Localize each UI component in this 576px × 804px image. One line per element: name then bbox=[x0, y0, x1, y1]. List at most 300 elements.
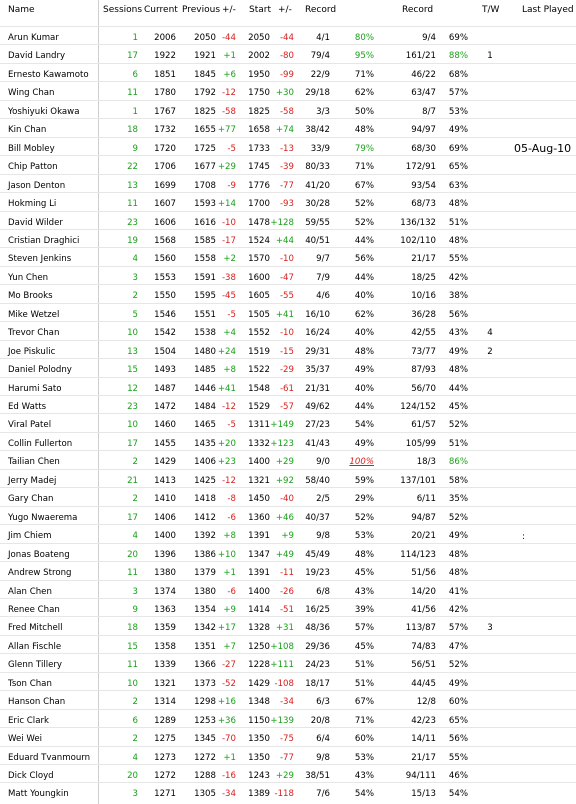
header-change-since-start[interactable]: +/- bbox=[278, 5, 292, 15]
cell-start: 1360 bbox=[248, 512, 270, 523]
cell-current: 1321 bbox=[154, 678, 176, 689]
cell-start: 1733 bbox=[248, 143, 270, 154]
cell-change1: +17 bbox=[217, 623, 236, 634]
cell-change2: -77 bbox=[279, 752, 294, 763]
cell-sessions: 10 bbox=[127, 328, 138, 339]
cell-current: 1413 bbox=[154, 475, 176, 486]
cell-rec1: 59/55 bbox=[305, 217, 330, 228]
cell-current: 1699 bbox=[154, 180, 176, 191]
cell-rec2: 51/56 bbox=[411, 568, 436, 579]
cell-start: 1311 bbox=[248, 420, 270, 431]
cell-change2: -80 bbox=[279, 51, 294, 62]
cell-change1: -16 bbox=[221, 771, 236, 781]
table-row[interactable] bbox=[0, 616, 576, 635]
header-record[interactable]: Record bbox=[305, 5, 337, 15]
cell-previous: 1354 bbox=[194, 604, 216, 615]
cell-previous: 1298 bbox=[194, 697, 216, 708]
cell-pct2: 55% bbox=[448, 254, 468, 265]
cell-previous: 1616 bbox=[194, 217, 216, 228]
cell-rec1: 16/25 bbox=[305, 604, 330, 615]
cell-sessions: 11 bbox=[127, 88, 138, 99]
cell-pct2: 49% bbox=[448, 346, 468, 357]
cell-rec1: 38/42 bbox=[305, 125, 330, 136]
cell-rec1: 79/4 bbox=[310, 51, 330, 62]
cell-rec1: 41/43 bbox=[305, 438, 330, 449]
cell-change1: +24 bbox=[217, 346, 236, 357]
table-row[interactable] bbox=[0, 44, 576, 63]
cell-rec2: 9/4 bbox=[422, 33, 436, 43]
cell-sessions: 13 bbox=[127, 180, 138, 191]
cell-name: Fred Mitchell bbox=[8, 623, 63, 634]
cell-change2: +128 bbox=[270, 217, 294, 228]
cell-previous: 1446 bbox=[194, 383, 216, 394]
cell-pct1: 71% bbox=[354, 715, 374, 726]
cell-sessions: 5 bbox=[132, 309, 138, 320]
cell-change2: -15 bbox=[279, 346, 294, 357]
cell-current: 1706 bbox=[154, 162, 176, 173]
cell-start: 1522 bbox=[248, 365, 270, 376]
cell-current: 2006 bbox=[154, 33, 176, 43]
cell-rec1: 30/28 bbox=[305, 199, 330, 210]
cell-rec2: 21/17 bbox=[411, 752, 436, 763]
cell-pct2: 41% bbox=[448, 586, 468, 597]
cell-sessions: 18 bbox=[127, 125, 138, 136]
cell-sessions: 23 bbox=[127, 217, 138, 228]
cell-start: 1400 bbox=[248, 457, 270, 468]
table-row[interactable] bbox=[0, 303, 576, 322]
cell-current: 1720 bbox=[154, 143, 176, 154]
cell-change2: -47 bbox=[279, 272, 294, 283]
cell-previous: 1591 bbox=[194, 272, 216, 283]
header-start[interactable]: Start bbox=[249, 5, 271, 15]
cell-pct1: 52% bbox=[354, 512, 374, 523]
cell-pct1: 44% bbox=[354, 235, 374, 246]
cell-rec2: 42/23 bbox=[411, 715, 436, 726]
cell-current: 1504 bbox=[154, 346, 176, 357]
cell-pct2: 69% bbox=[448, 33, 468, 43]
table-row[interactable] bbox=[0, 469, 576, 488]
table-row[interactable] bbox=[0, 450, 576, 469]
cell-sessions: 11 bbox=[127, 660, 138, 671]
cell-rec1: 29/36 bbox=[305, 641, 330, 652]
cell-pct2: 48% bbox=[448, 365, 468, 376]
cell-pct1: 44% bbox=[354, 402, 374, 412]
cell-rec1: 21/31 bbox=[305, 383, 330, 394]
cell-pct2: 49% bbox=[448, 678, 468, 689]
cell-current: 1922 bbox=[154, 51, 176, 62]
cell-sessions: 10 bbox=[127, 420, 138, 431]
cell-rec2: 124/152 bbox=[400, 402, 436, 412]
cell-sessions: 20 bbox=[127, 549, 138, 560]
cell-name: Mike Wetzel bbox=[8, 309, 60, 320]
cell-start: 1350 bbox=[248, 752, 270, 763]
cell-rec2: 136/132 bbox=[400, 217, 436, 228]
cell-pct2: 86% bbox=[448, 457, 468, 468]
cell-previous: 1465 bbox=[194, 420, 216, 431]
header-sessions[interactable]: Sessions bbox=[103, 5, 143, 15]
cell-pct2: 53% bbox=[448, 106, 468, 117]
cell-current: 1271 bbox=[154, 789, 176, 800]
cell-current: 1289 bbox=[154, 715, 176, 726]
cell-sessions: 9 bbox=[132, 143, 138, 154]
cell-rec2: 42/55 bbox=[411, 328, 436, 339]
cell-tw: 3 bbox=[487, 623, 493, 634]
cell-current: 1472 bbox=[154, 402, 176, 412]
cell-name: Viral Patel bbox=[8, 420, 52, 431]
cell-pct2: 58% bbox=[448, 475, 468, 486]
cell-sessions: 3 bbox=[132, 586, 138, 597]
cell-pct2: 49% bbox=[448, 125, 468, 136]
cell-pct2: 68% bbox=[448, 69, 468, 80]
cell-rec1: 7/9 bbox=[316, 272, 330, 283]
cell-sessions: 17 bbox=[127, 438, 138, 449]
cell-start: 1321 bbox=[248, 475, 270, 486]
cell-pct2: 48% bbox=[448, 235, 468, 246]
cell-rec1: 58/40 bbox=[305, 475, 330, 486]
table-row[interactable] bbox=[0, 635, 576, 654]
cell-rec2: 74/83 bbox=[411, 641, 436, 652]
table-row[interactable] bbox=[0, 690, 576, 709]
cell-pct2: 47% bbox=[448, 641, 468, 652]
cell-change2: -44 bbox=[279, 33, 294, 43]
cell-previous: 1677 bbox=[194, 162, 216, 173]
cell-change2: -51 bbox=[279, 604, 294, 615]
cell-start: 1391 bbox=[248, 568, 270, 579]
table-row[interactable] bbox=[0, 709, 576, 728]
cell-start: 1150 bbox=[248, 715, 270, 726]
cell-previous: 1480 bbox=[194, 346, 216, 357]
cell-pct2: 44% bbox=[448, 383, 468, 394]
cell-rec1: 27/23 bbox=[305, 420, 330, 431]
cell-pct1: 45% bbox=[354, 568, 374, 579]
cell-sessions: 6 bbox=[132, 715, 138, 726]
cell-current: 1455 bbox=[154, 438, 176, 449]
table-row[interactable] bbox=[0, 580, 576, 599]
cell-sessions: 6 bbox=[132, 69, 138, 80]
cell-current: 1546 bbox=[154, 309, 176, 320]
cell-change1: -5 bbox=[227, 309, 236, 320]
cell-pct1: 53% bbox=[354, 531, 374, 542]
cell-sessions: 1 bbox=[132, 33, 138, 43]
cell-start: 1505 bbox=[248, 309, 270, 320]
cell-previous: 1425 bbox=[194, 475, 216, 486]
cell-change2: -34 bbox=[279, 697, 294, 708]
cell-current: 1272 bbox=[154, 771, 176, 781]
table-row[interactable] bbox=[0, 672, 576, 691]
cell-rec2: 18/25 bbox=[411, 272, 436, 283]
table-row[interactable] bbox=[0, 81, 576, 100]
header-name[interactable]: Name bbox=[8, 5, 35, 15]
cell-sessions: 2 bbox=[132, 457, 138, 468]
cell-current: 1410 bbox=[154, 494, 176, 505]
cell-change1: -6 bbox=[227, 586, 236, 597]
cell-start: 1332 bbox=[248, 438, 270, 449]
last-played-date: 05-Aug-10 bbox=[514, 142, 572, 155]
cell-rec1: 19/23 bbox=[305, 568, 330, 579]
table-row[interactable] bbox=[0, 358, 576, 377]
cell-change1: -38 bbox=[221, 272, 236, 283]
cell-current: 1314 bbox=[154, 697, 176, 708]
cell-change2: +139 bbox=[270, 715, 294, 726]
cell-current: 1396 bbox=[154, 549, 176, 560]
cell-previous: 1305 bbox=[194, 789, 216, 800]
cell-pct1: 51% bbox=[354, 678, 374, 689]
cell-sessions: 4 bbox=[132, 254, 138, 265]
cell-change1: +9 bbox=[223, 604, 236, 615]
cell-start: 1391 bbox=[248, 531, 270, 542]
table-row[interactable] bbox=[0, 321, 576, 340]
cell-pct1: 51% bbox=[354, 660, 374, 671]
table-row[interactable] bbox=[0, 377, 576, 396]
cell-rec2: 46/22 bbox=[411, 69, 436, 80]
cell-rec2: 41/56 bbox=[411, 604, 436, 615]
table-row[interactable] bbox=[0, 561, 576, 580]
cell-change1: +1 bbox=[223, 51, 236, 62]
table-row[interactable] bbox=[0, 26, 576, 45]
cell-previous: 1921 bbox=[194, 51, 216, 62]
cell-current: 1406 bbox=[154, 512, 176, 523]
cell-pct1: 40% bbox=[354, 383, 374, 394]
table-row[interactable] bbox=[0, 395, 576, 414]
cell-change2: +30 bbox=[275, 88, 294, 99]
table-row[interactable] bbox=[0, 100, 576, 119]
cell-pct2: 56% bbox=[448, 309, 468, 320]
cell-pct1: 79% bbox=[354, 143, 374, 154]
table-row[interactable] bbox=[0, 746, 576, 765]
cell-previous: 1558 bbox=[194, 254, 216, 265]
cell-current: 1553 bbox=[154, 272, 176, 283]
cell-start: 1429 bbox=[248, 678, 270, 689]
cell-pct2: 65% bbox=[448, 715, 468, 726]
table-row[interactable] bbox=[0, 247, 576, 266]
table-row[interactable] bbox=[0, 598, 576, 617]
cell-rec1: 16/10 bbox=[305, 309, 330, 320]
cell-sessions: 17 bbox=[127, 51, 138, 62]
cell-start: 1529 bbox=[248, 402, 270, 412]
cell-name: Eduard Tvanmourn bbox=[8, 752, 91, 763]
cell-change1: +23 bbox=[217, 457, 236, 468]
cell-name: Yugo Nwaerema bbox=[8, 512, 78, 523]
cell-change1: +2 bbox=[223, 254, 236, 265]
cell-rec1: 18/17 bbox=[305, 678, 330, 689]
cell-rec1: 9/8 bbox=[316, 531, 330, 542]
cell-previous: 1551 bbox=[194, 309, 216, 320]
cell-rec2: 21/17 bbox=[411, 254, 436, 265]
table-row[interactable] bbox=[0, 524, 576, 543]
cell-rec2: 56/70 bbox=[411, 383, 436, 394]
cell-change2: +111 bbox=[270, 660, 294, 671]
cell-current: 1400 bbox=[154, 531, 176, 542]
cell-pct1: 67% bbox=[354, 697, 374, 708]
cell-pct1: 67% bbox=[354, 180, 374, 191]
table-row[interactable] bbox=[0, 266, 576, 285]
cell-sessions: 13 bbox=[127, 346, 138, 357]
table-row[interactable] bbox=[0, 63, 576, 82]
cell-current: 1358 bbox=[154, 641, 176, 652]
cell-rec2: 87/93 bbox=[411, 365, 436, 376]
cell-start: 1414 bbox=[248, 604, 270, 615]
cell-change1: -8 bbox=[227, 494, 236, 505]
cell-change2: +108 bbox=[270, 641, 294, 652]
cell-change1: -6 bbox=[227, 512, 236, 523]
cell-pct1: 48% bbox=[354, 346, 374, 357]
cell-current: 1550 bbox=[154, 291, 176, 302]
cell-pct2: 48% bbox=[448, 568, 468, 579]
cell-name: Dick Cloyd bbox=[8, 771, 54, 781]
header-change[interactable]: +/- bbox=[222, 5, 236, 15]
cell-pct1: 39% bbox=[354, 604, 374, 615]
cell-pct2: 56% bbox=[448, 734, 468, 745]
cell-name: Arun Kumar bbox=[8, 33, 59, 43]
cell-change2: +49 bbox=[275, 549, 294, 560]
cell-pct1: 43% bbox=[354, 771, 374, 781]
cell-pct2: 51% bbox=[448, 217, 468, 228]
cell-change1: -58 bbox=[221, 106, 236, 117]
header-current[interactable]: Current bbox=[144, 5, 178, 15]
cell-name: Jim Chiem bbox=[8, 531, 52, 542]
cell-change2: +149 bbox=[270, 420, 294, 431]
cell-start: 2002 bbox=[248, 51, 270, 62]
cell-sessions: 4 bbox=[132, 531, 138, 542]
cell-tw: 2 bbox=[487, 346, 493, 357]
header-last-played[interactable]: Last Played bbox=[522, 5, 574, 15]
cell-pct1: 54% bbox=[354, 789, 374, 800]
cell-rec2: 68/30 bbox=[411, 143, 436, 154]
cell-pct1: 54% bbox=[354, 420, 374, 431]
cell-change2: -10 bbox=[279, 328, 294, 339]
cell-rec2: 56/51 bbox=[411, 660, 436, 671]
cell-pct1: 53% bbox=[354, 752, 374, 763]
cell-rec1: 29/31 bbox=[305, 346, 330, 357]
cell-rec1: 9/7 bbox=[316, 254, 330, 265]
cell-rec2: 6/11 bbox=[416, 494, 436, 505]
table-row[interactable] bbox=[0, 192, 576, 211]
cell-start: 1552 bbox=[248, 328, 270, 339]
cell-start: 1228 bbox=[248, 660, 270, 671]
cell-change2: -11 bbox=[279, 568, 294, 579]
cell-name: Yoshiyuki Okawa bbox=[8, 106, 80, 117]
cell-start: 1825 bbox=[248, 106, 270, 117]
cell-previous: 1380 bbox=[194, 586, 216, 597]
table-row[interactable] bbox=[0, 137, 576, 156]
cell-change1: -45 bbox=[221, 291, 236, 302]
cell-pct2: 51% bbox=[448, 438, 468, 449]
cell-previous: 1392 bbox=[194, 531, 216, 542]
cell-current: 1363 bbox=[154, 604, 176, 615]
cell-previous: 1406 bbox=[194, 457, 216, 468]
cell-name: Ernesto Kawamoto bbox=[8, 69, 89, 80]
cell-name: Matt Youngkin bbox=[8, 789, 69, 800]
cell-sessions: 21 bbox=[127, 475, 138, 486]
cell-name: David Landry bbox=[8, 51, 66, 62]
table-row[interactable] bbox=[0, 340, 576, 359]
cell-pct1: 60% bbox=[354, 734, 374, 745]
cell-name: Tailian Chen bbox=[8, 457, 60, 468]
cell-change2: +41 bbox=[275, 309, 294, 320]
cell-start: 1350 bbox=[248, 734, 270, 745]
table-row[interactable] bbox=[0, 155, 576, 174]
table-row[interactable] bbox=[0, 543, 576, 562]
cell-change2: -75 bbox=[279, 734, 294, 745]
cell-start: 1524 bbox=[248, 235, 270, 246]
table-row[interactable] bbox=[0, 782, 576, 801]
cell-change1: -52 bbox=[221, 678, 236, 689]
cell-rec2: 44/45 bbox=[411, 678, 436, 689]
cell-pct1: 80% bbox=[354, 33, 374, 43]
table-row[interactable] bbox=[0, 284, 576, 303]
cell-pct2: 35% bbox=[448, 494, 468, 505]
table-row[interactable] bbox=[0, 229, 576, 248]
cell-name: Allan Fischle bbox=[8, 641, 62, 652]
cell-sessions: 2 bbox=[132, 291, 138, 302]
cell-previous: 1288 bbox=[194, 771, 216, 781]
cell-change1: -5 bbox=[227, 143, 236, 154]
table-row[interactable] bbox=[0, 487, 576, 506]
cell-name: Eric Clark bbox=[8, 715, 49, 726]
cell-pct2: 52% bbox=[448, 660, 468, 671]
cell-name: Bill Mobley bbox=[8, 143, 55, 154]
cell-rec2: 137/101 bbox=[400, 475, 436, 486]
cell-previous: 1538 bbox=[194, 328, 216, 339]
cell-pct1: 45% bbox=[354, 641, 374, 652]
cell-sessions: 15 bbox=[127, 641, 138, 652]
table-row[interactable] bbox=[0, 432, 576, 451]
cell-change1: +1 bbox=[223, 568, 236, 579]
cell-rec2: 36/28 bbox=[411, 309, 436, 320]
cell-change1: -10 bbox=[221, 217, 236, 228]
cell-rec1: 38/51 bbox=[305, 771, 330, 781]
cell-rec1: 20/8 bbox=[310, 715, 330, 726]
table-row[interactable] bbox=[0, 653, 576, 672]
cell-previous: 1418 bbox=[194, 494, 216, 505]
header-tw[interactable]: T/W bbox=[482, 5, 500, 15]
cell-previous: 1655 bbox=[194, 125, 216, 136]
table-row[interactable] bbox=[0, 506, 576, 525]
table-row[interactable] bbox=[0, 764, 576, 783]
cell-pct2: 45% bbox=[448, 402, 468, 412]
table-row[interactable] bbox=[0, 118, 576, 137]
cell-rec2: 20/21 bbox=[411, 531, 436, 542]
cell-tw: 4 bbox=[487, 328, 493, 339]
table-row[interactable] bbox=[0, 211, 576, 230]
table-row[interactable] bbox=[0, 174, 576, 193]
cell-rec2: 14/11 bbox=[411, 734, 436, 745]
cell-name: Wing Chan bbox=[8, 88, 55, 99]
cell-rec2: 94/87 bbox=[411, 512, 436, 523]
cell-pct2: 43% bbox=[448, 328, 468, 339]
cell-name: Yun Chen bbox=[8, 272, 49, 283]
cell-pct2: 38% bbox=[448, 291, 468, 302]
cell-current: 1851 bbox=[154, 69, 176, 80]
cell-pct2: 55% bbox=[448, 752, 468, 763]
cell-sessions: 2 bbox=[132, 697, 138, 708]
cell-previous: 1272 bbox=[194, 752, 216, 763]
cell-change1: -9 bbox=[227, 180, 236, 191]
table-row[interactable] bbox=[0, 727, 576, 746]
cell-current: 1780 bbox=[154, 88, 176, 99]
cell-sessions: 10 bbox=[127, 678, 138, 689]
cell-change2: +44 bbox=[275, 235, 294, 246]
header-record-overall[interactable]: Record bbox=[402, 5, 434, 15]
cell-start: 1776 bbox=[248, 180, 270, 191]
header-previous[interactable]: Previous bbox=[182, 5, 221, 15]
cell-change2: -55 bbox=[279, 291, 294, 302]
cell-pct2: 88% bbox=[448, 51, 468, 62]
cell-current: 1359 bbox=[154, 623, 176, 634]
cell-start: 2050 bbox=[248, 33, 270, 43]
table-row[interactable] bbox=[0, 413, 576, 432]
cell-name: Jonas Boateng bbox=[8, 549, 70, 560]
